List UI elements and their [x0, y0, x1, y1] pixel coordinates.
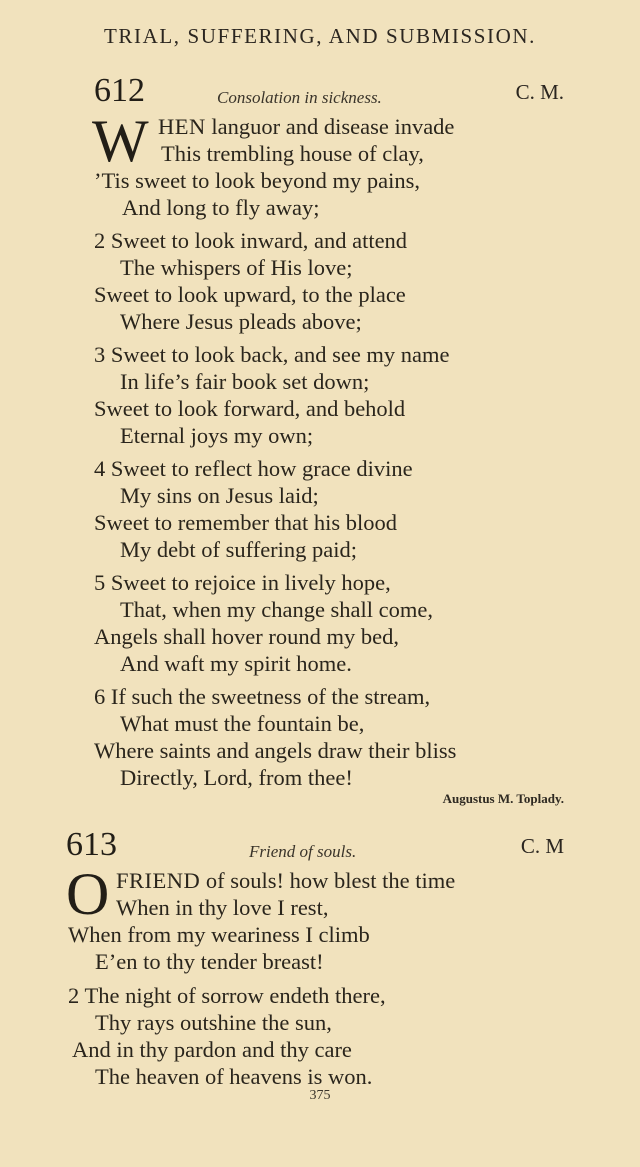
hymn-line: Angels shall hover round my bed,	[94, 624, 399, 649]
hymn-line: And long to fly away;	[122, 195, 320, 220]
hymn-line	[158, 114, 454, 140]
hymn-line: 2 Sweet to look inward, and attend	[94, 228, 408, 253]
drop-cap: O	[66, 861, 110, 927]
hymn-meter: C. M	[520, 834, 564, 858]
line-text: languor and disease invade	[211, 114, 455, 139]
hymn-line: The heaven of heavens is won.	[95, 1064, 373, 1089]
hymn-number: 613	[66, 826, 117, 863]
running-head: TRIAL, SUFFERING, AND SUBMISSION.	[103, 24, 537, 48]
hymn-meter: C. M.	[515, 80, 564, 104]
hymn-line: And in thy pardon and thy care	[72, 1037, 352, 1062]
hymn-line: In life’s fair book set down;	[120, 369, 370, 394]
hymn-line: Thy rays outshine the sun,	[95, 1010, 332, 1035]
hymn-line: E’en to thy tender breast!	[95, 949, 324, 974]
hymn-613-header	[0, 826, 640, 866]
hymn-line: This trembling house of clay,	[161, 141, 424, 166]
hymn-author: Augustus M. Toplady.	[442, 791, 564, 806]
hymn-title: Friend of souls.	[249, 842, 357, 861]
first-word-caps: HEN	[158, 114, 206, 139]
hymn-line: When from my weariness I climb	[68, 922, 370, 947]
hymn-title: Consolation in sickness.	[217, 88, 382, 107]
hymn-line: My debt of suffering paid;	[120, 537, 358, 562]
hymn-line: Sweet to look forward, and behold	[94, 396, 406, 421]
hymn-line: And waft my spirit home.	[120, 651, 352, 676]
hymn-612-header	[0, 72, 640, 112]
hymn-line: My sins on Jesus laid;	[120, 483, 319, 508]
hymn-line: 2 The night of sorrow endeth there,	[68, 983, 386, 1008]
hymn-line: 5 Sweet to rejoice in lively hope,	[94, 570, 391, 595]
hymn-line: 3 Sweet to look back, and see my name	[94, 342, 450, 367]
line-text: of souls! how blest the time	[205, 868, 456, 893]
hymn-line: What must the fountain be,	[120, 711, 365, 736]
hymn-line: Where saints and angels draw their bliss	[94, 738, 457, 763]
hymn-line: Where Jesus pleads above;	[120, 309, 362, 334]
hymn-line: When in thy love I rest,	[116, 895, 329, 920]
hymn-line: Directly, Lord, from thee!	[120, 765, 353, 790]
hymn-line: Sweet to remember that his blood	[94, 510, 398, 535]
hymn-number: 612	[94, 72, 145, 109]
hymn-line: That, when my change shall come,	[120, 597, 434, 622]
drop-cap: W	[92, 108, 149, 174]
hymn-line: Sweet to look upward, to the place	[94, 282, 406, 307]
hymn-line: 6 If such the sweetness of the stream,	[94, 684, 431, 709]
hymn-line	[116, 868, 455, 894]
hymn-line: ’Tis sweet to look beyond my pains,	[94, 168, 421, 193]
hymn-line: Eternal joys my own;	[120, 423, 314, 448]
page-number: 375	[309, 1088, 331, 1103]
hymn-line: 4 Sweet to reflect how grace divine	[94, 456, 413, 481]
hymn-line: The whispers of His love;	[120, 255, 353, 280]
first-word-caps: FRIEND	[116, 868, 201, 893]
